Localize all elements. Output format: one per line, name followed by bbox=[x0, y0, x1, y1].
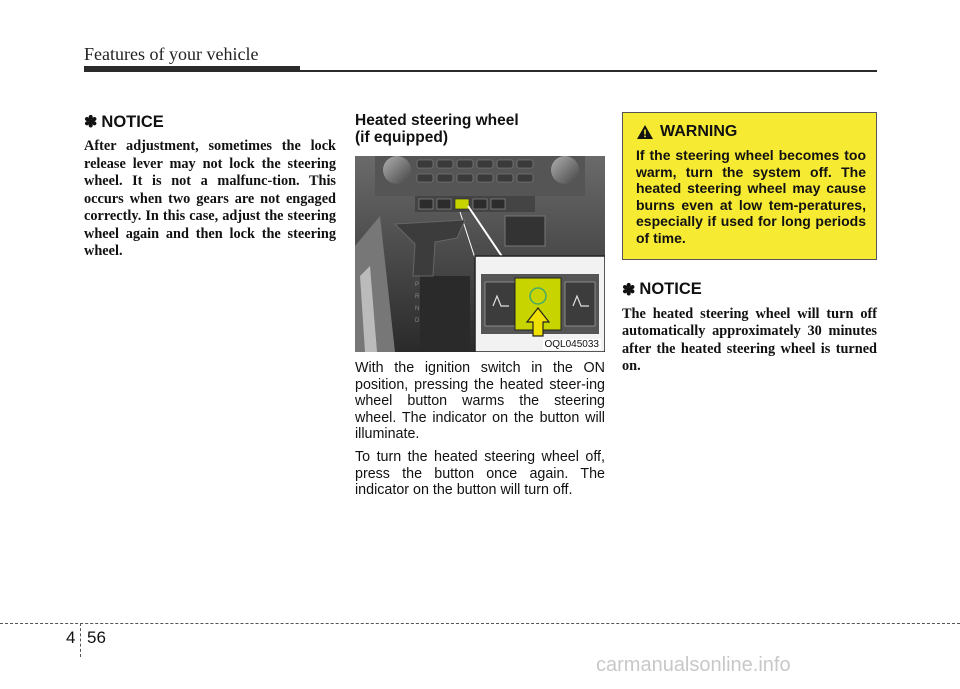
footer-vertical-rule bbox=[80, 623, 81, 657]
warning-column bbox=[622, 112, 877, 376]
figure-code: OQL045033 bbox=[544, 339, 599, 350]
right-notice-heading-text: NOTICE bbox=[639, 280, 702, 299]
heated-wheel-para1: With the ignition switch in the ON position, pressing the heated steer-ing wheel button warms the steering wheel. The indicator on the button will illuminate. bbox=[355, 360, 605, 443]
warning-box bbox=[622, 112, 877, 260]
heated-wheel-column bbox=[355, 112, 605, 499]
warning-triangle-icon bbox=[636, 124, 654, 140]
warning-heading bbox=[636, 123, 866, 141]
svg-text:N: N bbox=[415, 306, 420, 312]
chapter-number: 4 bbox=[66, 628, 76, 647]
console-illustration bbox=[355, 156, 605, 352]
warning-heading-text: WARNING bbox=[660, 123, 738, 140]
heated-wheel-heading-line2: (if equipped) bbox=[355, 129, 448, 146]
left-notice-body: After adjustment, sometimes the lock release lever may not lock the steering wheel. It is not a malfunc-tion. This occurs when two gears are not engaged correctly. In this case, adjust the steering wheel again and then lock the steering wheel. bbox=[84, 138, 336, 259]
warning-body: If the steering wheel becomes too warm, turn the system off. The heated steering wheel may cause burns even at low tem-peratures, especially if used for long periods of time. bbox=[636, 147, 866, 246]
right-notice-heading bbox=[622, 280, 877, 300]
left-notice-column bbox=[84, 112, 336, 261]
watermark: carmanualsonline.info bbox=[596, 654, 791, 676]
header-rule-thick bbox=[84, 66, 300, 72]
heated-wheel-heading bbox=[355, 112, 605, 146]
header-rule-thin bbox=[300, 70, 877, 72]
left-notice-heading bbox=[84, 112, 336, 132]
heated-wheel-para2: To turn the heated steering wheel off, press the button once again. The indicator on the button will turn off. bbox=[355, 448, 605, 499]
right-notice bbox=[622, 280, 877, 376]
svg-text:R: R bbox=[415, 294, 420, 300]
svg-text:P: P bbox=[415, 282, 420, 288]
heated-wheel-heading-line1: Heated steering wheel bbox=[355, 112, 519, 129]
svg-text:D: D bbox=[415, 318, 420, 324]
right-notice-body: The heated steering wheel will turn off automatically approximately 30 minutes after the heated steering wheel is turned on. bbox=[622, 305, 877, 375]
console-figure bbox=[355, 156, 605, 352]
left-notice-heading-text: NOTICE bbox=[101, 112, 164, 131]
cross-star-icon: ✽ bbox=[84, 114, 98, 131]
footer-rule bbox=[0, 623, 960, 624]
header-title: Features of your vehicle bbox=[84, 44, 259, 64]
cross-star-icon: ✽ bbox=[622, 281, 636, 299]
page-number: 56 bbox=[87, 628, 106, 647]
